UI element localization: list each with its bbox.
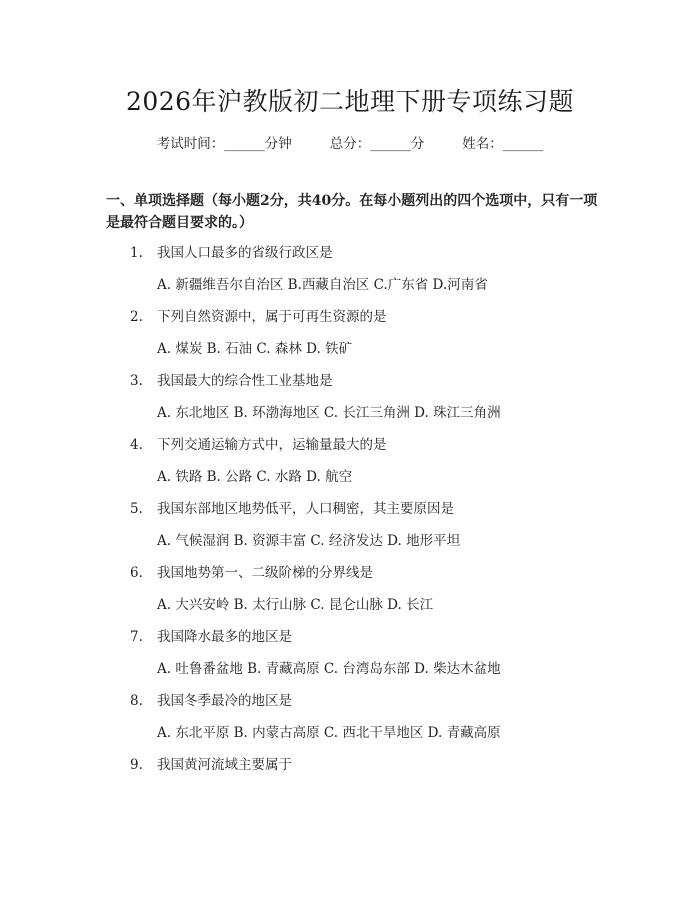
question-number: 3. xyxy=(130,373,143,389)
question-item xyxy=(130,243,600,307)
question-item xyxy=(130,371,600,435)
question-stem: 我国东部地区地势低平，人口稠密，其主要原因是 xyxy=(157,501,454,517)
question-number: 6. xyxy=(130,565,143,581)
question-number: 5. xyxy=(130,501,143,517)
question-stem: 我国冬季最冷的地区是 xyxy=(157,693,292,709)
question-options: A. 铁路 B. 公路 C. 水路 D. 航空 xyxy=(157,469,353,485)
question-item xyxy=(130,691,600,755)
question-number: 2. xyxy=(130,309,143,325)
question-item xyxy=(130,563,600,627)
question-stem: 下列交通运输方式中，运输量最大的是 xyxy=(157,437,387,453)
question-stem: 下列自然资源中，属于可再生资源的是 xyxy=(157,309,387,325)
exam-meta xyxy=(0,132,700,152)
question-number: 4. xyxy=(130,437,143,453)
question-item xyxy=(130,755,600,819)
question-options: A. 东北地区 B. 环渤海地区 C. 长江三角洲 D. 珠江三角洲 xyxy=(157,405,501,421)
question-item xyxy=(130,435,600,499)
question-options: A. 吐鲁番盆地 B. 青藏高原 C. 台湾岛东部 D. 柴达木盆地 xyxy=(157,661,501,677)
question-item xyxy=(130,627,600,691)
question-number: 8. xyxy=(130,693,143,709)
exam-time-field: 考试时间：______分钟 xyxy=(156,136,292,152)
question-options: A. 东北平原 B. 内蒙古高原 C. 西北干旱地区 D. 青藏高原 xyxy=(157,725,501,741)
question-options: A. 新疆维吾尔自治区 B.西藏自治区 C.广东省 D.河南省 xyxy=(157,277,488,293)
question-item xyxy=(130,499,600,563)
question-number: 7. xyxy=(130,629,143,645)
question-item xyxy=(130,307,600,371)
question-options: A. 大兴安岭 B. 太行山脉 C. 昆仑山脉 D. 长江 xyxy=(157,597,434,613)
student-name-field: 姓名：______ xyxy=(462,136,544,152)
question-stem: 我国最大的综合性工业基地是 xyxy=(157,373,333,389)
question-stem: 我国黄河流域主要属于 xyxy=(157,757,292,773)
question-number: 9. xyxy=(130,757,143,773)
question-list xyxy=(130,243,600,819)
question-stem: 我国地势第一、二级阶梯的分界线是 xyxy=(157,565,373,581)
question-stem: 我国降水最多的地区是 xyxy=(157,629,292,645)
question-options: A. 煤炭 B. 石油 C. 森林 D. 铁矿 xyxy=(157,341,353,357)
question-options: A. 气候湿润 B. 资源丰富 C. 经济发达 D. 地形平坦 xyxy=(157,533,461,549)
total-score-field: 总分：______分 xyxy=(329,136,425,152)
section-heading: 一、单项选择题（每小题2分，共40分。在每小题列出的四个选项中，只有一项是最符合题目要求的。） xyxy=(106,193,598,231)
question-stem: 我国人口最多的省级行政区是 xyxy=(157,245,333,261)
question-number: 1. xyxy=(130,245,143,261)
page-title: 2026年沪教版初二地理下册专项练习题 xyxy=(125,87,575,116)
